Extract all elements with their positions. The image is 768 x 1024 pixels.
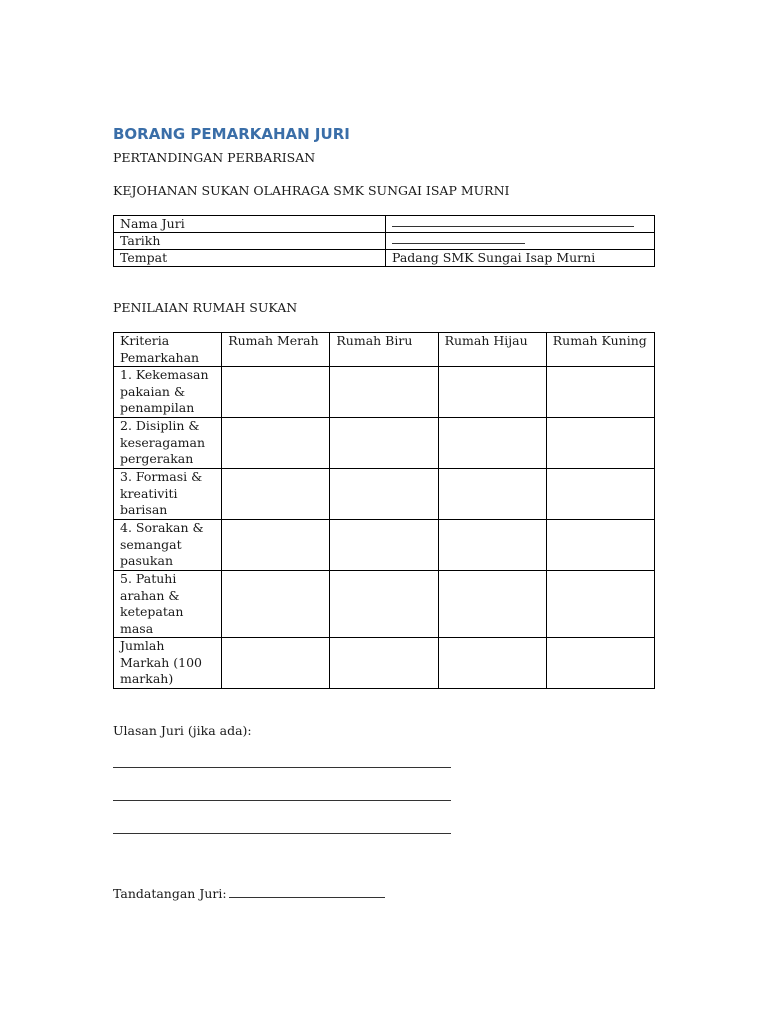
blank-line [392,233,525,244]
total-row [114,638,655,689]
criteria-label: 4. Sorakan & semangat pasukan [114,520,222,571]
criteria-label: 2. Disiplin & keseragaman pergerakan [114,418,222,469]
blank-line [392,216,634,227]
score-cell[interactable] [546,367,654,418]
signature-field[interactable] [229,886,385,898]
criteria-label: 5. Patuhi arahan & ketepatan masa [114,571,222,638]
column-header: Rumah Hijau [438,333,546,367]
info-row-venue [114,250,655,267]
total-cell[interactable] [438,638,546,689]
judge-name-field[interactable] [386,216,655,233]
document-title: BORANG PEMARKAHAN JURI [113,125,350,143]
total-cell[interactable] [330,638,438,689]
score-cell[interactable] [222,520,330,571]
score-cell[interactable] [222,418,330,469]
column-header: Rumah Kuning [546,333,654,367]
comment-line[interactable] [113,799,451,801]
criteria-label: 1. Kekemasan pakaian & penampilan [114,367,222,418]
info-row-date [114,233,655,250]
score-cell[interactable] [438,520,546,571]
score-cell[interactable] [330,418,438,469]
venue-value: Padang SMK Sungai Isap Murni [386,250,655,267]
total-cell[interactable] [546,638,654,689]
score-cell[interactable] [438,571,546,638]
total-label: Jumlah Markah (100 markah) [114,638,222,689]
table-row [114,571,655,638]
score-cell[interactable] [222,367,330,418]
event-name: KEJOHANAN SUKAN OLAHRAGA SMK SUNGAI ISAP MURNI [113,183,510,198]
score-cell[interactable] [438,367,546,418]
info-label: Tarikh [114,233,386,250]
score-cell[interactable] [438,418,546,469]
judge-info-table [113,215,655,267]
table-row [114,520,655,571]
comments-label: Ulasan Juri (jika ada): [113,722,252,738]
comment-line[interactable] [113,832,451,834]
document-subtitle: PERTANDINGAN PERBARISAN [113,150,316,165]
score-cell[interactable] [546,571,654,638]
assessment-heading: PENILAIAN RUMAH SUKAN [113,300,298,315]
column-header: Rumah Biru [330,333,438,367]
score-cell[interactable] [222,469,330,520]
signature-row [113,886,656,902]
info-label: Nama Juri [114,216,386,233]
signature-label: Tandatangan Juri: [113,885,227,901]
info-row-judge-name [114,216,655,233]
table-header-row [114,333,655,367]
column-header: Kriteria Pemarkahan [114,333,222,367]
score-cell[interactable] [330,571,438,638]
criteria-label: 3. Formasi & kreativiti barisan [114,469,222,520]
score-cell[interactable] [330,469,438,520]
info-label: Tempat [114,250,386,267]
scoring-table [113,332,655,689]
comment-line[interactable] [113,766,451,768]
score-cell[interactable] [546,469,654,520]
score-cell[interactable] [546,520,654,571]
table-row [114,469,655,520]
table-row [114,367,655,418]
score-cell[interactable] [546,418,654,469]
score-cell[interactable] [438,469,546,520]
table-row [114,418,655,469]
total-cell[interactable] [222,638,330,689]
score-cell[interactable] [222,571,330,638]
score-cell[interactable] [330,520,438,571]
date-field[interactable] [386,233,655,250]
column-header: Rumah Merah [222,333,330,367]
score-cell[interactable] [330,367,438,418]
form-page [113,124,656,902]
